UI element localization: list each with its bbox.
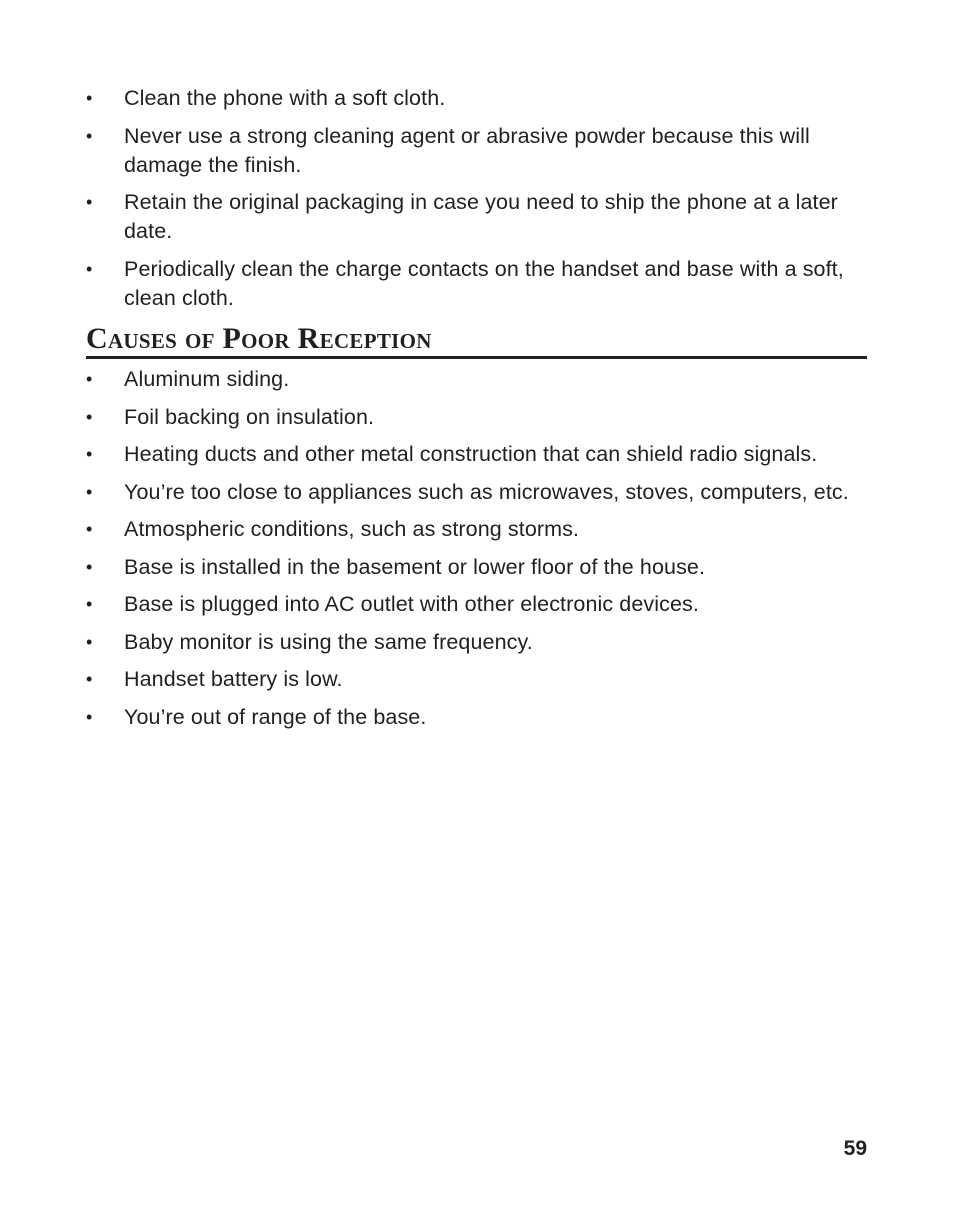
list-item [86, 478, 876, 507]
list-item [86, 553, 876, 582]
list-item [86, 188, 876, 246]
bullet: • [86, 669, 93, 689]
list-item-text: Atmospheric conditions, such as strong storms. [124, 517, 580, 541]
reception-causes-list [86, 365, 876, 740]
bullet: • [86, 556, 93, 577]
list-item [86, 628, 876, 657]
list-item-text: Handset battery is low. [124, 667, 343, 691]
list-item-text: Aluminum siding. [124, 367, 290, 391]
list-item [86, 703, 876, 732]
bullet: • [86, 594, 93, 614]
list-item-text: Baby monitor is using the same frequency. [124, 629, 533, 654]
bullet: • [86, 706, 93, 727]
list-item [86, 590, 876, 619]
bullet: • [86, 631, 93, 652]
list-item [86, 440, 876, 469]
list-item [86, 365, 876, 394]
bullet: • [86, 369, 93, 389]
list-item-text: You’re out of range of the base. [124, 704, 427, 729]
list-item-text: Never use a strong cleaning agent or abrasive powder because this will damage the finish. [124, 123, 810, 177]
bullet: • [86, 125, 93, 146]
bullet: • [86, 406, 93, 427]
list-item-text: Foil backing on insulation. [124, 404, 375, 429]
section-heading-poor-reception: Causes of Poor Reception [86, 322, 867, 359]
list-item [86, 665, 876, 694]
list-item [86, 403, 876, 432]
bullet: • [86, 258, 93, 279]
list-item [86, 255, 876, 313]
list-item-text: Periodically clean the charge contacts on the handset and base with a soft, clean cloth. [124, 256, 844, 310]
list-item-text: You’re too close to appliances such as microwaves, stoves, computers, etc. [124, 479, 849, 504]
list-item [86, 84, 876, 113]
list-item [86, 122, 876, 180]
list-item [86, 515, 876, 544]
page-number: 59 [843, 1137, 867, 1160]
list-item-text: Base is plugged into AC outlet with other electronic devices. [124, 592, 699, 616]
bullet: • [86, 481, 93, 502]
care-tips-list [86, 84, 876, 321]
list-item-text: Heating ducts and other metal construction that can shield radio signals. [124, 442, 818, 466]
bullet: • [86, 88, 93, 108]
list-item-text: Base is installed in the basement or lower floor of the house. [124, 554, 706, 579]
list-item-text: Clean the phone with a soft cloth. [124, 86, 446, 110]
bullet: • [86, 444, 93, 464]
bullet: • [86, 192, 93, 212]
bullet: • [86, 519, 93, 539]
list-item-text: Retain the original packaging in case you need to ship the phone at a later date. [124, 190, 838, 243]
